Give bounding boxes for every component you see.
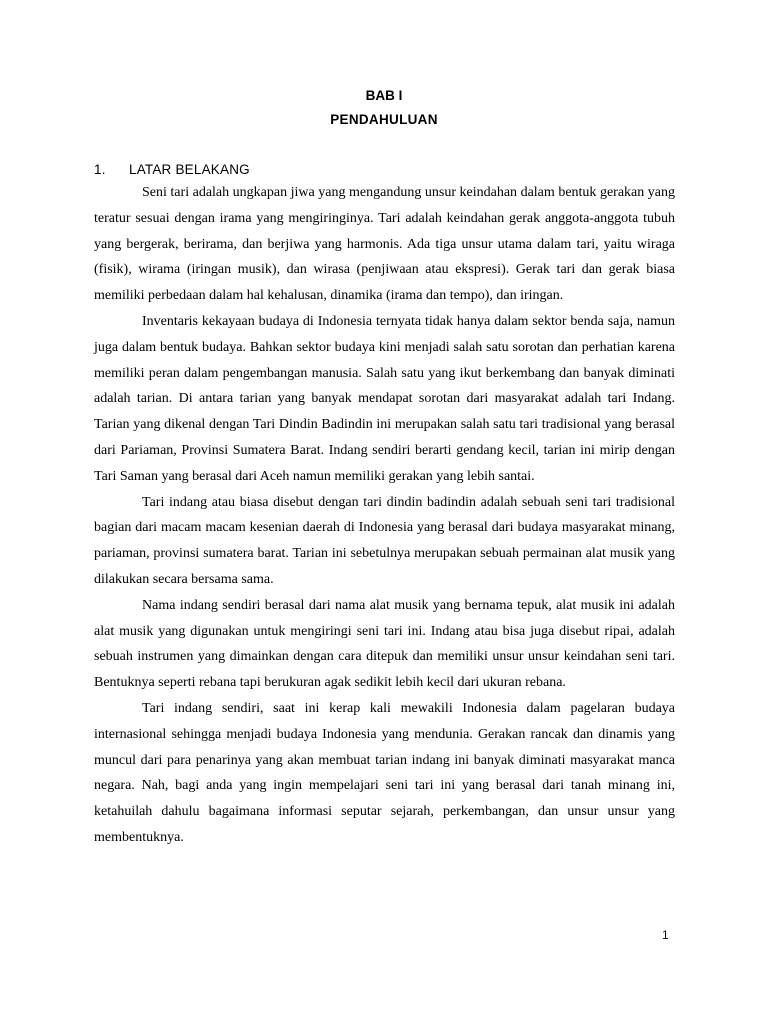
section-number: 1. bbox=[94, 162, 106, 177]
body-text bbox=[94, 180, 675, 851]
paragraph-5: Tari indang sendiri, saat ini kerap kali mewakili Indonesia dalam pagelaran budaya internasional sehingga menjadi budaya Indonesia yang mendunia. Gerakan rancak dan dinamis yang muncul dari para penarinya yang akan membuat tarian indang ini banyak diminati masyarakat manca negara. Nah, bagi anda yang ingin mempelajari seni tari ini yang berasal dari tanah minang ini, ketahuilah dahulu bagaimana informasi seputar sejarah, perkembangan, dan unsur unsur yang membentuknya. bbox=[94, 700, 675, 845]
chapter-title: PENDAHULUAN bbox=[330, 112, 438, 127]
paragraph-4: Nama indang sendiri berasal dari nama alat musik yang bernama tepuk, alat musik ini adalah alat musik yang digunakan untuk mengiringi seni tari ini. Indang atau bisa juga disebut ripai, adalah sebuah instrumen yang dimainkan dengan cara ditepuk dan memiliki unsur unsur keindahan seni tari. Bentuknya seperti rebana tapi berukuran agak sedikit lebih kecil dari ukuran rebana. bbox=[94, 597, 675, 691]
paragraph-2: Inventaris kekayaan budaya di Indonesia ternyata tidak hanya dalam sektor benda saja, namun juga dalam bentuk budaya. Bahkan sektor budaya kini menjadi salah satu sorotan dan perhatian karena memiliki peran dalam pengembangan manusia. Salah satu yang ikut berkembang dan banyak diminati adalah tarian. Di antara tarian yang banyak mendapat sorotan dari masyarakat adalah tari Indang. Tarian yang dikenal dengan Tari Dindin Badindin ini merupakan salah satu tari tradisional yang berasal dari Pariaman, Provinsi Sumatera Barat. Indang sendiri berarti gendang kecil, tarian ini mirip dengan Tari Saman yang berasal dari Aceh namun memiliki gerakan yang lebih santai. bbox=[94, 313, 675, 484]
chapter-number: BAB I bbox=[365, 88, 403, 103]
paragraph-1: Seni tari adalah ungkapan jiwa yang mengandung unsur keindahan dalam bentuk gerakan yang teratur sesuai dengan irama yang mengiringinya. Tari adalah keindahan gerak anggota-anggota tubuh yang bergerak, berirama, dan berjiwa yang harmonis. Ada tiga unsur utama dalam tari, yaitu wiraga (fisik), wirama (iringan musik), dan wirasa (penjiwaan atau ekspresi). Gerak tari dan gerak biasa memiliki perbedaan dalam hal kehalusan, dinamika (irama dan tempo), dan iringan. bbox=[94, 185, 675, 304]
section-title: LATAR BELAKANG bbox=[129, 162, 250, 177]
paragraph-3: Tari indang atau biasa disebut dengan tari dindin badindin adalah sebuah seni tari tradisional bagian dari macam macam kesenian daerah di Indonesia yang berasal dari budaya masyarakat minang, pariaman, provinsi sumatera barat. Tarian ini sebetulnya merupakan sebuah permainan alat musik yang dilakukan secara bersama sama. bbox=[94, 494, 675, 587]
section-heading bbox=[94, 162, 250, 178]
page-number: 1 bbox=[662, 928, 669, 942]
